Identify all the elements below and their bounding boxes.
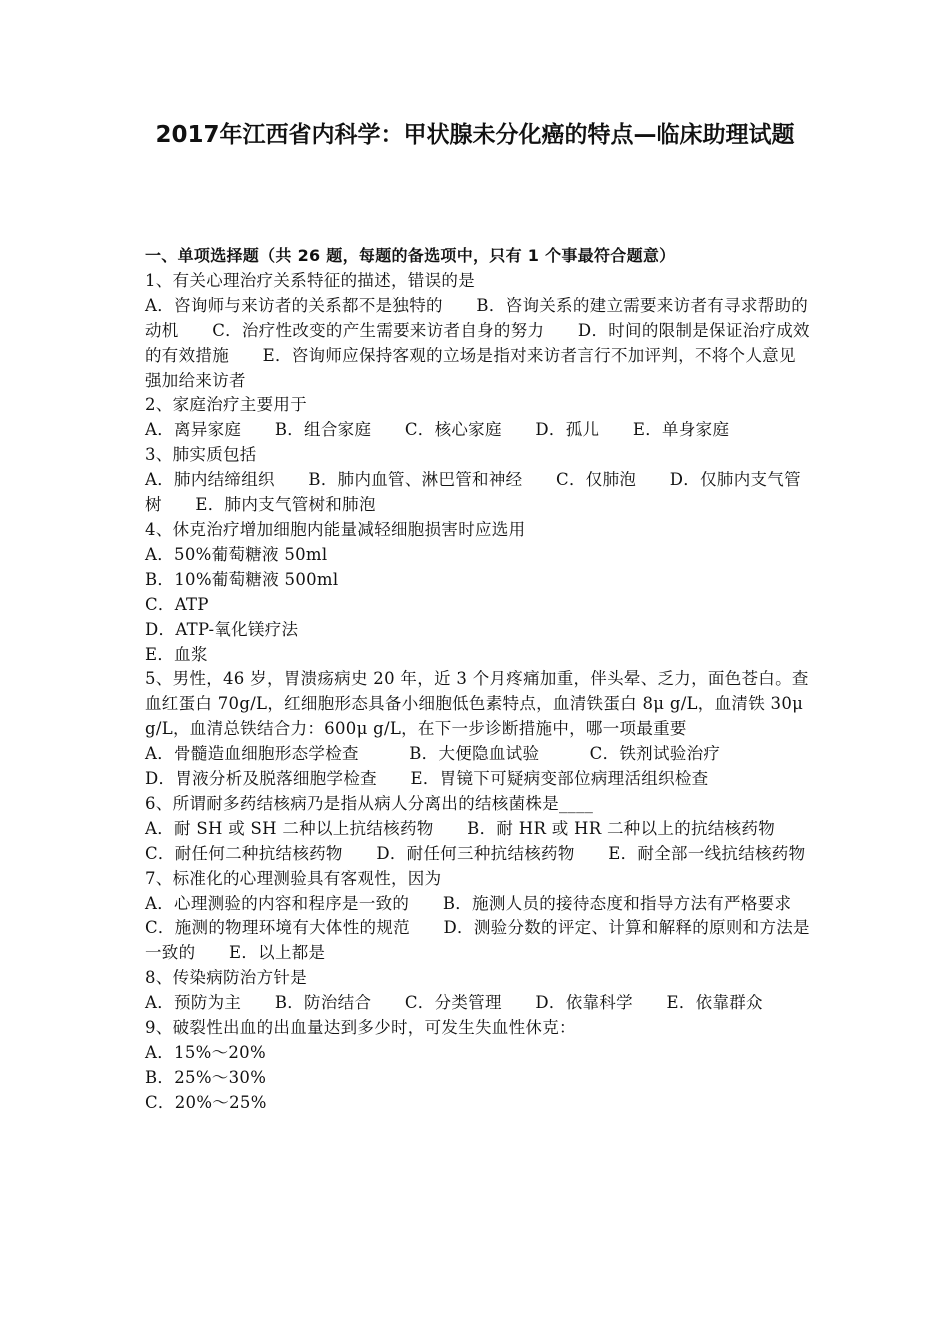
section-heading: 一、单项选择题（共 26 题，每题的备选项中，只有 1 个事最符合题意） (145, 246, 676, 265)
option-line: D．胃液分析及脱落细胞学检查 E．胃镜下可疑病变部位病理活组织检查 (145, 769, 709, 789)
question-options: A．肺内结缔组织 B．肺内血管、淋巴管和神经 C．仅肺泡 D．仅肺内支气管树 E．肺内支气管树和肺泡 (145, 470, 801, 515)
question-stem: 7、标准化的心理测验具有客观性，因为 (145, 868, 442, 888)
option-line: D．ATP-氧化镁疗法 (145, 619, 299, 639)
question-stem: 9、破裂性出血的出血量达到多少时，可发生失血性休克： (145, 1018, 576, 1038)
question-options: A．预防为主 B．防治结合 C．分类管理 D．依靠科学 E．依靠群众 (145, 993, 763, 1013)
option-line: B．25%～30% (145, 1067, 267, 1087)
question-stem: 4、休克治疗增加细胞内能量减轻细胞损害时应选用 (145, 519, 526, 539)
question-stem: 2、家庭治疗主要用于 (145, 395, 307, 415)
question-stem: 6、所谓耐多药结核病乃是指从病人分离出的结核菌株是____ (145, 793, 594, 813)
question-stem: 3、肺实质包括 (145, 445, 257, 465)
document-title: 2017年江西省内科学：甲状腺未分化癌的特点—临床助理试题 (155, 122, 795, 148)
option-line: A．50%葡萄糖液 50ml (145, 544, 328, 564)
question-stem: 1、有关心理治疗关系特征的描述，错误的是 (145, 270, 475, 290)
question-options: A．咨询师与来访者的关系都不是独特的 B．咨询关系的建立需要来访者有寻求帮助的动机 C．治疗性改变的产生需要来访者自身的努力 D．时间的限制是保证治疗成效的有效措施 E．咨询师应保持客观的立场是指对来访者言行不加评判，不将个人意见强加给来访者 (145, 295, 810, 390)
option-line: B．10%葡萄糖液 500ml (145, 569, 339, 589)
option-line: E．血浆 (145, 644, 208, 664)
question-options: A．心理测验的内容和程序是一致的 B．施测人员的接待态度和指导方法有严格要求 C．施测的物理环境有大体性的规范 D．测验分数的评定、计算和解释的原则和方法是一致的 E．以上都是 (145, 893, 825, 963)
question-stem: 5、男性，46 岁，胃溃疡病史 20 年，近 3 个月疼痛加重，伴头晕、乏力，面色苍白。查血红蛋白 70g/L，红细胞形态具备小细胞低色素特点，血清铁蛋白 8μ g/L，血清铁 30μ g/L，血清总铁结合力：600μ g/L，在下一步诊断措施中，哪一项最重要 (145, 669, 809, 739)
option-line: A．骨髓造血细胞形态学检查 B．大便隐血试验 C．铁剂试验治疗 (145, 744, 721, 764)
question-options: A．耐 SH 或 SH 二种以上抗结核药物 B．耐 HR 或 HR 二种以上的抗结核药物 C．耐任何二种抗结核药物 D．耐任何三种抗结核药物 E．耐全部一线抗结核药物 (145, 818, 809, 863)
question-options: A．离异家庭 B．组合家庭 C．核心家庭 D．孤儿 E．单身家庭 (145, 420, 730, 440)
document-body (145, 244, 825, 1116)
option-line: A．15%～20% (145, 1043, 266, 1062)
option-line: C．ATP (145, 594, 209, 614)
option-line: C．20%～25% (145, 1092, 267, 1112)
question-stem: 8、传染病防治方针是 (145, 968, 307, 988)
